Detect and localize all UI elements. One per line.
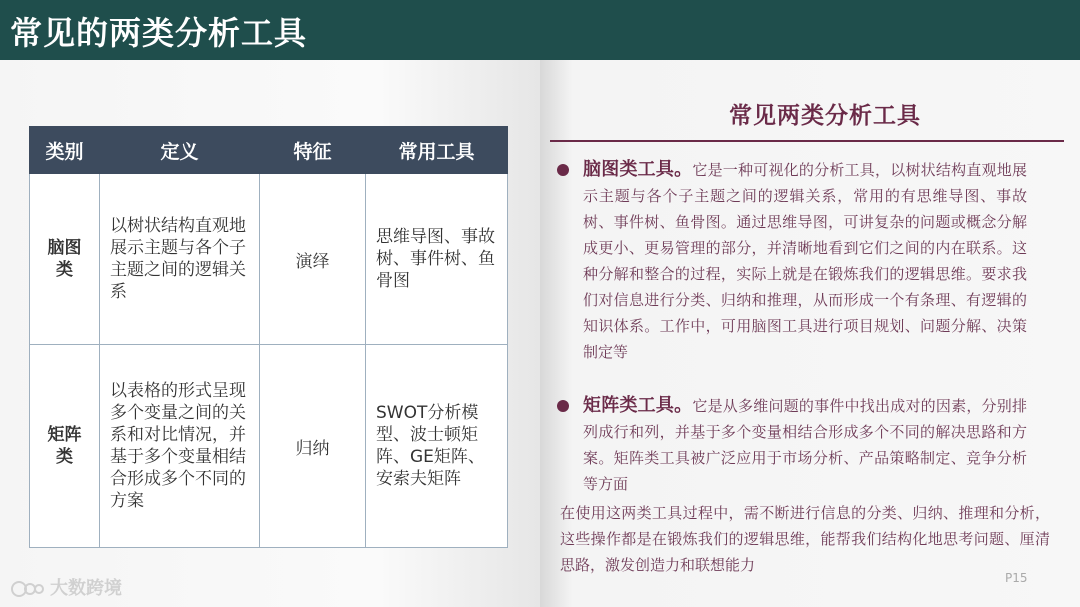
page-title: 常见的两类分析工具 — [10, 14, 308, 52]
header-definition: 定义 — [100, 127, 260, 174]
summary-paragraph: 在使用这两类工具过程中，需不断进行信息的分类、归纳、推理和分析，这些操作都是在锻炼我们的逻辑思维，能帮我们结构化地思考问题、厘清思路，激发创造力和联想能力 — [560, 504, 1050, 574]
bullet-dot-icon — [557, 400, 569, 412]
watermark-text: 大数跨境 — [50, 578, 122, 599]
row-definition: 以表格的形式呈现多个变量之间的关系和对比情况，并基于多个变量相结合形成多个不同的方案 — [100, 345, 260, 548]
row-feature: 归纳 — [260, 345, 366, 548]
right-title: 常见两类分析工具 — [729, 103, 921, 129]
title-banner — [0, 0, 1080, 60]
bullet-body: 它是从多维问题的事件中找出成对的因素，分别排列成行和列，并基于多个变量相结合形成多个不同的解决思路和方案。矩阵类工具被广泛应用于市场分析、产品策略制定、竞争分析等方面 — [583, 397, 1028, 493]
bullet-text — [557, 157, 1027, 365]
table-header-row — [30, 127, 508, 174]
bullet-heading: 脑图类工具。 — [583, 159, 693, 180]
bullet-body: 它是一种可视化的分析工具，以树状结构直观地展示主题与各个子主题之间的逻辑关系，常用的有思维导图、事故树、事件树、鱼骨图。通过思维导图，可讲复杂的问题或概念分解成更小、更易管理的部分，并清晰地看到它们之间的内在联系。这种分解和整合的过程，实际上就是在锻炼我们的逻辑思维。要求我们对信息进行分类、归纳和推理，从而形成一个有条理、有逻辑的知识体系。工作中，可用脑图工具进行项目规划、问题分解、决策制定等 — [583, 161, 1028, 361]
row-tools: 思维导图、事故树、事件树、鱼骨图 — [366, 174, 508, 345]
table-row — [30, 345, 508, 548]
row-tools: SWOT分析模型、波士顿矩阵、GE矩阵、安索夫矩阵 — [366, 345, 508, 548]
comparison-table — [29, 126, 508, 548]
bullet-mindmap — [557, 157, 1027, 365]
header-feature: 特征 — [260, 127, 366, 174]
bullet-text — [557, 393, 1027, 497]
row-definition: 以树状结构直观地展示主题与各个子主题之间的逻辑关系 — [100, 174, 260, 345]
watermark — [10, 574, 122, 600]
bullet-matrix — [557, 393, 1027, 497]
table-row — [30, 174, 508, 345]
row-feature: 演绎 — [260, 174, 366, 345]
watermark-logo-icon — [10, 580, 46, 598]
bullet-heading: 矩阵类工具。 — [583, 395, 693, 416]
header-tools: 常用工具 — [366, 127, 508, 174]
row-category: 矩阵 类 — [30, 345, 100, 548]
bullet-dot-icon — [557, 164, 569, 176]
header-category: 类别 — [30, 127, 100, 174]
page-number: P15 — [1005, 571, 1028, 585]
row-category: 脑图 类 — [30, 174, 100, 345]
title-underline — [550, 140, 1064, 142]
